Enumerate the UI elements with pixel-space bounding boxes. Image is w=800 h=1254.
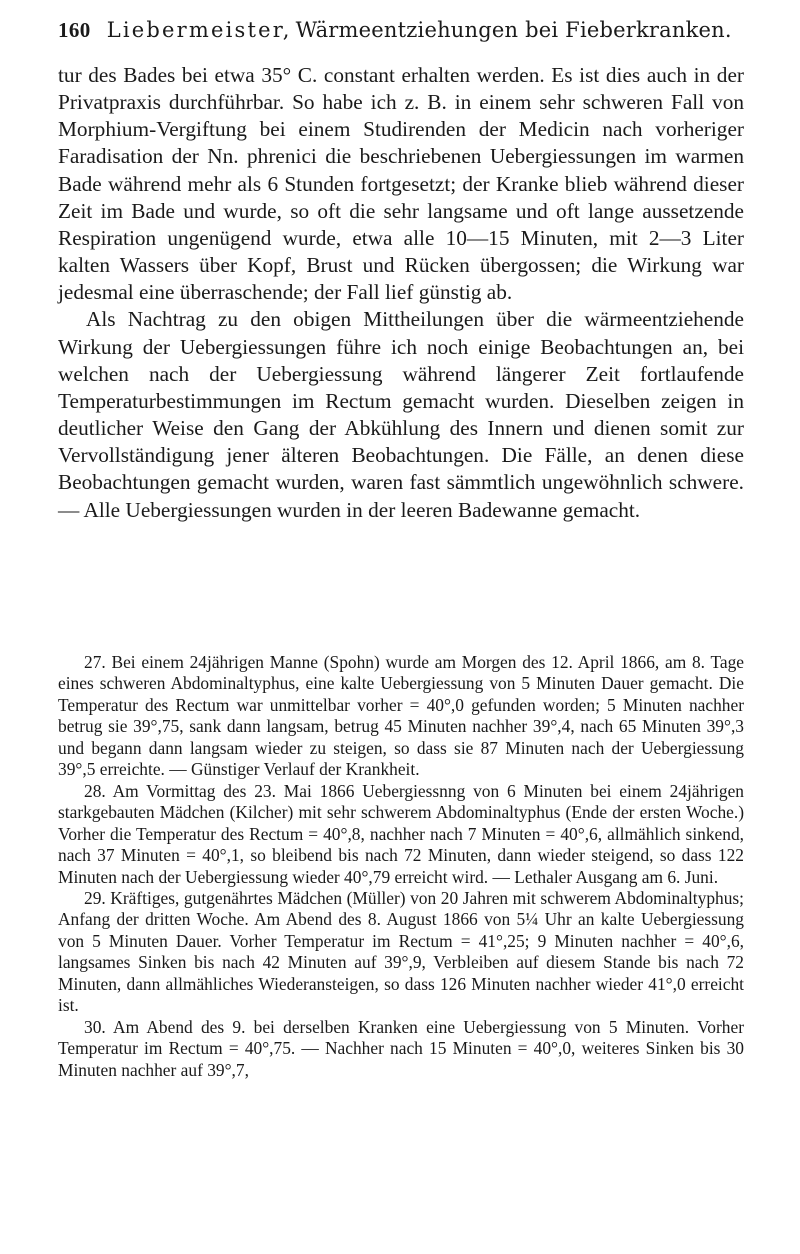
case-27: 27. Bei einem 24jährigen Manne (Spohn) wurde am Morgen des 12. April 1866, am 8. Tage eines schweren Abdominaltyphus, eine kalte Uebergiessung von 5 Minuten Dauer gemacht. Die Temperatur des Rectum war unmittelbar vorher = 40°,0 gefunden worden; 5 Minuten nachher betrug sie 39°,75, sank dann langsam, betrug 45 Minuten nachher 39°,4, nach 65 Minuten 39°,3 und begann dann langsam wieder zu steigen, so dass sie 87 Minuten nach der Uebergiessung 39°,5 erreichte. — Günstiger Verlauf der Krankheit. (58, 652, 744, 780)
case-29: 29. Kräftiges, gutgenährtes Mädchen (Müller) von 20 Jahren mit schwerem Abdominaltyphus; Anfang der dritten Woche. Am Abend des 8. August 1866 von 5¼ Uhr an kalte Uebergiessung von 5 Minuten Dauer. Vorher Temperatur im Rectum = 41°,25; 9 Minuten nachher = 40°,6, langsames Sinken bis nach 42 Minuten auf 39°,9, Verbleiben auf diesem Stande bis nach 72 Minuten, dann allmähliches Wiederansteigen, so dass 126 Minuten nachher wieder 41°,0 erreicht ist. (58, 887, 744, 1016)
paragraph: tur des Bades bei etwa 35° C. constant erhalten werden. Es ist dies auch in der Privatpraxis durchführbar. So habe ich z. B. in einem sehr schweren Fall von Morphium-Vergiftung bei einem Studirenden der Medicin nach vorheriger Faradisation der Nn. phrenici die beschriebenen Uebergiessungen im warmen Bade während mehr als 6 Stunden fortgesetzt; der Kranke blieb während dieser Zeit im Bade und wurde, so oft die sehr langsame und oft lange aussetzende Respiration ungenügend wurde, etwa alle 10—15 Minuten, mit 2—3 Liter kalten Wassers über Kopf, Brust und Rücken übergossen; die Wirkung war jedesmal eine überraschende; der Fall lief günstig ab. (58, 63, 744, 305)
case-reports (58, 652, 744, 1081)
running-title: Wärmeentziehungen bei Fieberkranken. (295, 18, 732, 42)
case-28: 28. Am Vormittag des 23. Mai 1866 Uebergiessnng von 6 Minuten bei einem 24jährigen starkgebauten Mädchen (Kilcher) mit sehr schwerem Abdominaltyphus (Ende der ersten Woche.) Vorher die Temperatur des Rectum = 40°,8, nachher nach 7 Minuten = 40°,6, allmählich sinkend, nach 37 Minuten = 40°,1, so bleibend bis nach 72 Minuten, dann wieder steigend, so dass 122 Minuten nach der Uebergiessung wieder 40°,79 erreicht wird. — Lethaler Ausgang am 6. Juni. (58, 780, 744, 887)
page-number: 160 (58, 18, 91, 42)
case-30: 30. Am Abend des 9. bei derselben Kranken eine Uebergiessung von 5 Minuten. Vorher Temperatur im Rectum = 40°,75. — Nachher nach 15 Minuten = 40°,0, weiteres Sinken bis 30 Minuten nachher auf 39°,7, (58, 1016, 744, 1080)
running-author: Liebermeister, (106, 18, 292, 42)
main-text (58, 62, 744, 524)
paragraph: Als Nachtrag zu den obigen Mittheilungen über die wärmeentziehende Wirkung der Uebergiessungen führe ich noch einige Beobachtungen an, bei welchen nach der Uebergiessung während längerer Zeit fortlaufende Temperaturbestimmungen im Rectum gemacht wurden. Dieselben zeigen in deutlicher Weise den Gang der Abkühlung des Innern und dienen somit zur Vervollständigung jener älteren Beobachtungen. Die Fälle, an denen diese Beobachtungen gemacht wurden, waren fast sämmtlich ungewöhnlich schwere. — Alle Uebergiessungen wurden in der leeren Badewanne gemacht. (58, 307, 744, 522)
running-header (58, 18, 744, 48)
